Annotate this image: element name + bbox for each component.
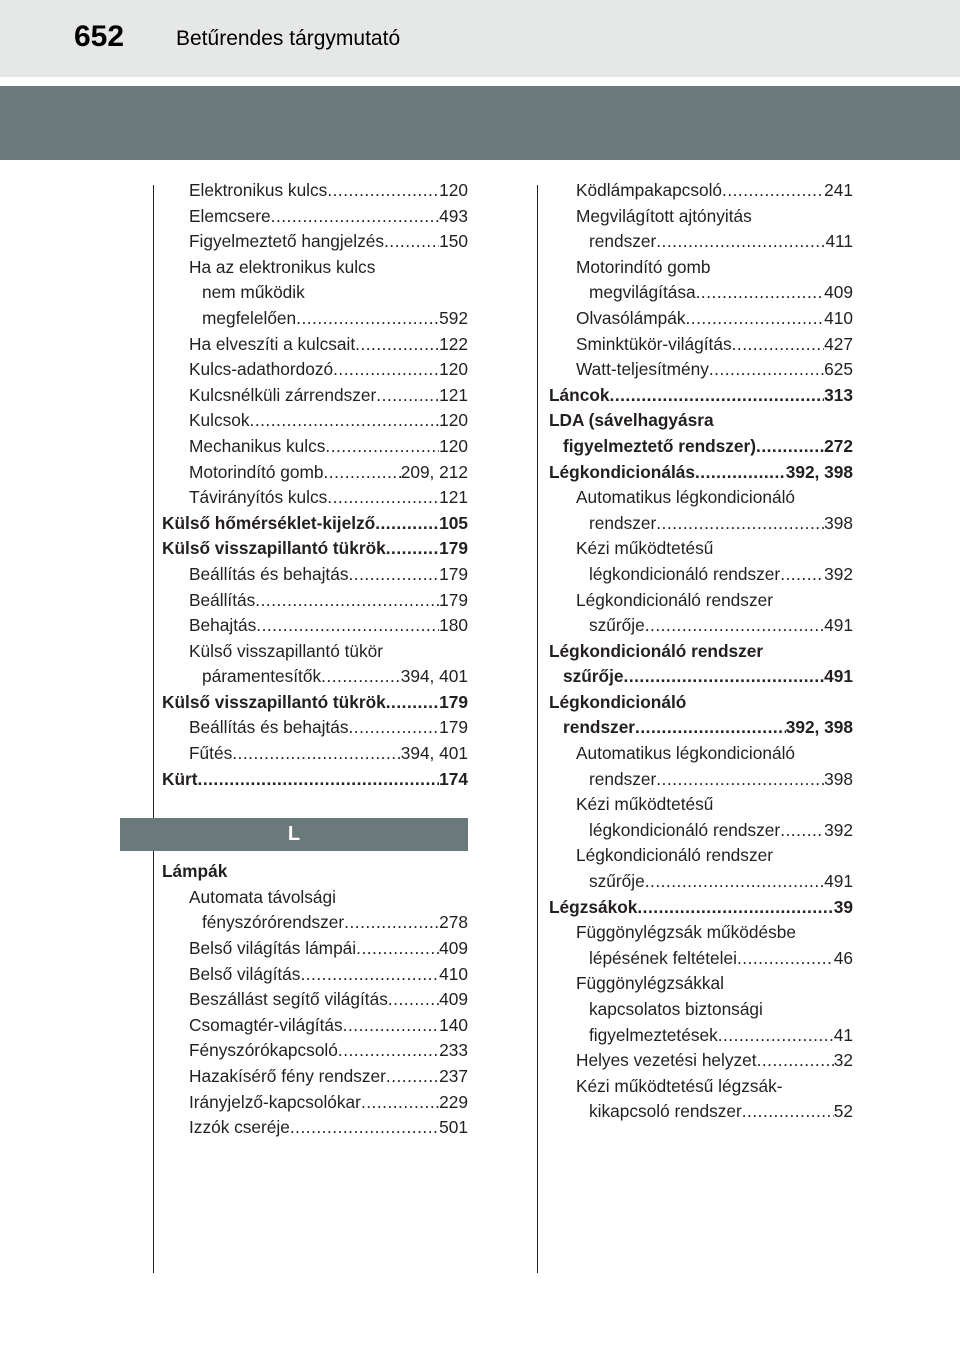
index-entry-page: 272	[824, 435, 853, 456]
index-entry	[549, 1048, 853, 1074]
index-entry	[162, 536, 468, 562]
section-header-l: L	[120, 818, 468, 851]
index-entry-page: 625	[824, 359, 853, 380]
index-entry-page: 52	[833, 1101, 853, 1122]
index-entry	[549, 229, 853, 255]
index-entry-text: Fűtés	[189, 743, 233, 764]
index-entry-text: Távirányítós kulcs	[189, 487, 328, 508]
index-entry-page: 233	[439, 1040, 468, 1061]
index-entry-page: 427	[824, 333, 853, 354]
index-entry-text: Láncok	[549, 384, 610, 405]
dot-leader	[338, 1038, 439, 1064]
dot-leader	[742, 1099, 834, 1125]
index-entry-page: 394, 401	[400, 743, 468, 764]
index-entry-page: 32	[833, 1050, 853, 1071]
index-column-left	[162, 178, 468, 1141]
index-entry-text: fényszórórendszer	[202, 912, 345, 933]
index-entry-page: 409	[439, 938, 468, 959]
index-entry-text: Helyes vezetési helyzet	[576, 1050, 757, 1071]
index-entry-text: figyelmeztető rendszer)	[563, 435, 757, 456]
index-entry	[162, 1064, 468, 1090]
dot-leader	[757, 1048, 834, 1074]
index-entry-page: 174	[439, 768, 468, 789]
index-entry	[162, 767, 468, 793]
dot-leader	[325, 434, 439, 460]
index-entry-text: szűrője	[589, 871, 645, 892]
index-entry-text: Külső visszapillantó tükrök	[162, 691, 386, 712]
index-entry-text: Kürt	[162, 768, 198, 789]
index-entry	[162, 1013, 468, 1039]
index-entry-text: lépésének feltételei	[589, 947, 737, 968]
index-entry: Automatikus légkondicionáló	[576, 743, 796, 764]
dot-leader	[656, 229, 825, 255]
index-entry: kapcsolatos biztonsági	[589, 999, 763, 1019]
index-entry	[549, 664, 853, 690]
index-entry-text: Beállítás és behajtás	[189, 563, 349, 584]
dot-leader	[343, 1013, 439, 1039]
index-entry-text: Figyelmeztető hangjelzés	[189, 231, 384, 252]
dot-leader	[732, 332, 825, 358]
index-entry	[162, 1115, 468, 1141]
index-entry-text: rendszer	[589, 231, 657, 252]
index-entry	[162, 936, 468, 962]
index-entry-page: 46	[833, 947, 853, 968]
index-list-l	[162, 859, 468, 1141]
index-entry-text: Watt-teljesítmény	[576, 359, 709, 380]
index-entry	[549, 818, 853, 844]
index-entry: nem működik	[202, 282, 305, 303]
index-entry-text: Beállítás	[189, 589, 256, 610]
index-entry-page: 392, 398	[785, 461, 853, 482]
dot-leader	[333, 357, 439, 383]
dot-leader	[645, 613, 824, 639]
dot-leader	[327, 485, 439, 511]
index-entry-text: Fényszórókapcsoló	[189, 1040, 338, 1061]
index-entry	[162, 332, 468, 358]
index-entry	[162, 460, 468, 486]
index-entry-text: megvilágítása	[589, 282, 696, 303]
index-entry-text: rendszer	[589, 512, 657, 533]
index-entry	[162, 588, 468, 614]
index-entry	[549, 869, 853, 895]
header-band	[0, 86, 960, 160]
index-entry-page: 179	[439, 589, 468, 610]
index-entry-page: 394, 401	[400, 666, 468, 687]
dot-leader	[290, 1115, 439, 1141]
dot-leader	[780, 562, 824, 588]
index-entry-text: Beszállást segítő világítás	[189, 989, 388, 1010]
index-entry-text: Behajtás	[189, 615, 257, 636]
index-entry-page: 179	[439, 538, 468, 559]
dot-leader	[300, 962, 439, 988]
index-entry-text: Elemcsere	[189, 205, 271, 226]
dot-leader	[686, 306, 825, 332]
index-entry-text: kikapcsoló rendszer	[589, 1101, 742, 1122]
index-entry	[162, 741, 468, 767]
dot-leader	[356, 936, 439, 962]
index-entry-text: Külső hőmérséklet-kijelző	[162, 512, 376, 533]
index-entry	[162, 664, 468, 690]
dot-leader	[375, 511, 439, 537]
index-entry-text: légkondicionáló rendszer	[589, 563, 781, 584]
index-entry	[549, 383, 853, 409]
index-entry: Kézi működtetésű	[576, 538, 714, 559]
index-entry	[549, 434, 853, 460]
index-entry-page: 237	[439, 1066, 468, 1086]
index-entry: Kézi működtetésű	[576, 794, 714, 815]
index-entry	[549, 895, 853, 921]
index-entry-text: Kulcs-adathordozó	[189, 359, 334, 380]
index-entry	[162, 1038, 468, 1064]
index-entry-page: 491	[824, 615, 853, 636]
index-entry-page: 313	[824, 384, 853, 405]
index-entry	[162, 306, 468, 332]
index-entry-text: Csomagtér-világítás	[189, 1014, 343, 1035]
index-entry-page: 229	[439, 1091, 468, 1112]
index-entry-page: 501	[439, 1117, 468, 1138]
index-entry-page: 179	[439, 563, 468, 584]
index-entry: Légkondicionáló rendszer	[576, 589, 773, 610]
index-entry-page: 398	[824, 768, 853, 789]
index-entry	[549, 511, 853, 537]
page-number: 652	[74, 20, 125, 53]
dot-leader	[250, 408, 440, 434]
index-entry-page: 140	[439, 1014, 468, 1035]
index-entry: Függönylégzsák működésbe	[576, 922, 796, 943]
index-entry-text: Belső világítás lámpái	[189, 938, 357, 959]
index-entry	[162, 987, 468, 1013]
index-entry: Függönylégzsákkal	[576, 973, 724, 994]
index-entry	[549, 178, 853, 204]
dot-leader	[296, 306, 439, 332]
index-list-l-continued	[549, 178, 853, 1125]
dot-leader	[386, 690, 439, 716]
dot-leader	[355, 332, 439, 358]
page-title: Betűrendes tárgymutató	[176, 27, 401, 50]
dot-leader	[232, 741, 400, 767]
index-entry-page: 121	[439, 384, 468, 405]
index-entry	[549, 767, 853, 793]
index-entry	[162, 229, 468, 255]
index-entry	[549, 613, 853, 639]
index-entry-page: 180	[439, 615, 468, 636]
index-entry-page: 121	[439, 487, 468, 508]
dot-leader	[255, 588, 439, 614]
index-entry-page: 41	[833, 1024, 853, 1045]
index-entry	[549, 1099, 853, 1125]
index-entry-text: Ködlámpakapcsoló	[576, 180, 723, 200]
index-entry	[162, 178, 468, 204]
index-entry-page: 392	[824, 819, 853, 840]
index-entry-text: Olvasólámpák	[576, 307, 686, 328]
dot-leader	[376, 383, 439, 409]
index-entry: LDA (sávelhagyásra	[549, 410, 714, 431]
dot-leader	[271, 204, 440, 230]
index-entry-page: 179	[439, 691, 468, 712]
index-entry-text: Kulcsnélküli zárrendszer	[189, 384, 377, 405]
index-entry-page: 491	[824, 871, 853, 892]
index-entry: Légkondicionáló rendszer	[549, 640, 764, 661]
index-entry	[549, 946, 853, 972]
index-entry: Motorindító gomb	[576, 256, 711, 277]
index-entry-text: megfelelően	[202, 307, 297, 328]
column-divider-right	[537, 185, 538, 1273]
index-entry-text: Hazakísérő fény rendszer	[189, 1066, 386, 1086]
index-entry-page: 592	[439, 307, 468, 328]
index-entry	[549, 306, 853, 332]
index-entry-page: 409	[439, 989, 468, 1010]
index-entry-page: 120	[439, 359, 468, 380]
index-entry-page: 392, 398	[785, 717, 853, 738]
dot-leader	[756, 434, 824, 460]
index-entry-text: rendszer	[563, 717, 636, 738]
dot-leader	[323, 460, 400, 486]
index-entry-page: 410	[824, 307, 853, 328]
dot-leader	[321, 664, 401, 690]
index-entry: Automatikus légkondicionáló	[576, 487, 796, 508]
dot-leader	[656, 767, 824, 793]
index-entry: Ha az elektronikus kulcs	[189, 256, 376, 277]
index-entry	[549, 280, 853, 306]
index-entry-text: Légzsákok	[549, 896, 638, 917]
index-entry-page: 398	[824, 512, 853, 533]
dot-leader	[348, 715, 439, 741]
dot-leader	[386, 536, 439, 562]
header-bar	[0, 0, 960, 77]
index-list-k	[162, 178, 468, 792]
index-entry	[162, 204, 468, 230]
index-column-right	[549, 178, 853, 1125]
index-entry-page: 120	[439, 435, 468, 456]
index-entry-page: 179	[439, 717, 468, 738]
index-entry-page: 241	[824, 180, 853, 200]
dot-leader	[344, 910, 439, 936]
index-entry-text: Irányjelző-kapcsolókar	[189, 1091, 361, 1112]
index-entry	[162, 690, 468, 716]
index-entry-text: Sminktükör-világítás	[576, 333, 732, 354]
index-entry-page: 120	[439, 410, 468, 431]
dot-leader	[361, 1090, 439, 1116]
index-entry-page: 410	[439, 963, 468, 984]
index-entry	[549, 715, 853, 741]
index-entry-page: 278	[439, 912, 468, 933]
dot-leader	[198, 767, 440, 793]
index-entry: Légkondicionáló rendszer	[576, 845, 773, 866]
index-entry: Légkondicionáló	[549, 691, 687, 712]
index-entry-page: 411	[825, 231, 853, 252]
index-entry-page: 409	[824, 282, 853, 303]
index-entry	[549, 562, 853, 588]
index-entry	[162, 562, 468, 588]
dot-leader	[737, 946, 834, 972]
dot-leader	[348, 562, 439, 588]
dot-leader	[635, 715, 786, 741]
index-entry	[162, 1090, 468, 1116]
index-entry-text: Beállítás és behajtás	[189, 717, 349, 738]
index-entry	[162, 383, 468, 409]
dot-leader	[718, 1023, 834, 1049]
index-entry: Kézi működtetésű légzsák-	[576, 1075, 783, 1096]
index-entry-text: figyelmeztetések	[589, 1024, 718, 1045]
dot-leader	[386, 1064, 439, 1090]
dot-leader	[384, 229, 439, 255]
index-entry	[162, 962, 468, 988]
dot-leader	[722, 178, 824, 204]
index-entry-text: Kulcsok	[189, 410, 250, 431]
index-entry-text: páramentesítők	[202, 666, 322, 687]
index-entry	[549, 332, 853, 358]
index-entry: Automata távolsági	[189, 886, 336, 907]
index-entry-text: Légkondicionálás	[549, 461, 695, 482]
index-entry	[162, 910, 468, 936]
dot-leader	[695, 460, 786, 486]
index-entry-page: 120	[439, 180, 468, 200]
index-entry	[162, 485, 468, 511]
index-entry-text: Izzók cseréje	[189, 1117, 290, 1138]
index-entry-text: Mechanikus kulcs	[189, 435, 326, 456]
dot-leader	[696, 280, 825, 306]
dot-leader	[624, 664, 825, 690]
dot-leader	[780, 818, 824, 844]
index-entry	[162, 357, 468, 383]
index-entry-page: 39	[833, 896, 853, 917]
index-entry-text: szűrője	[563, 666, 624, 687]
index-entry-page: 493	[439, 205, 468, 226]
index-entry-page: 150	[439, 231, 468, 252]
index-entry-page: 209, 212	[400, 461, 468, 482]
index-entry	[162, 613, 468, 639]
dot-leader	[327, 178, 439, 204]
index-entry	[162, 434, 468, 460]
dot-leader	[645, 869, 824, 895]
index-entry-page: 491	[824, 666, 853, 687]
index-entry-text: szűrője	[589, 615, 645, 636]
index-entry-text: Külső visszapillantó tükrök	[162, 538, 386, 559]
index-entry	[162, 511, 468, 537]
index-entry-text: légkondicionáló rendszer	[589, 819, 781, 840]
index-entry	[162, 715, 468, 741]
index-entry-text: Belső világítás	[189, 963, 301, 984]
index-entry-text: rendszer	[589, 768, 657, 789]
index-entry-text: Ha elveszíti a kulcsait	[189, 333, 356, 354]
index-entry	[162, 408, 468, 434]
index-entry-page: 122	[439, 333, 468, 354]
index-entry-page: 392	[824, 563, 853, 584]
index-entry	[549, 1023, 853, 1049]
index-entry-page: 105	[439, 512, 468, 533]
index-entry	[549, 460, 853, 486]
dot-leader	[637, 895, 833, 921]
index-entry: Külső visszapillantó tükör	[189, 640, 384, 661]
index-entry-text: Motorindító gomb	[189, 461, 324, 482]
dot-leader	[656, 511, 824, 537]
dot-leader	[256, 613, 439, 639]
index-entry	[549, 357, 853, 383]
dot-leader	[610, 383, 825, 409]
index-entry-text: Elektronikus kulcs	[189, 180, 328, 200]
index-entry: Lámpák	[162, 861, 228, 882]
dot-leader	[388, 987, 439, 1013]
column-divider-left	[153, 185, 154, 1273]
dot-leader	[709, 357, 824, 383]
index-entry: Megvilágított ajtónyitás	[576, 205, 752, 226]
